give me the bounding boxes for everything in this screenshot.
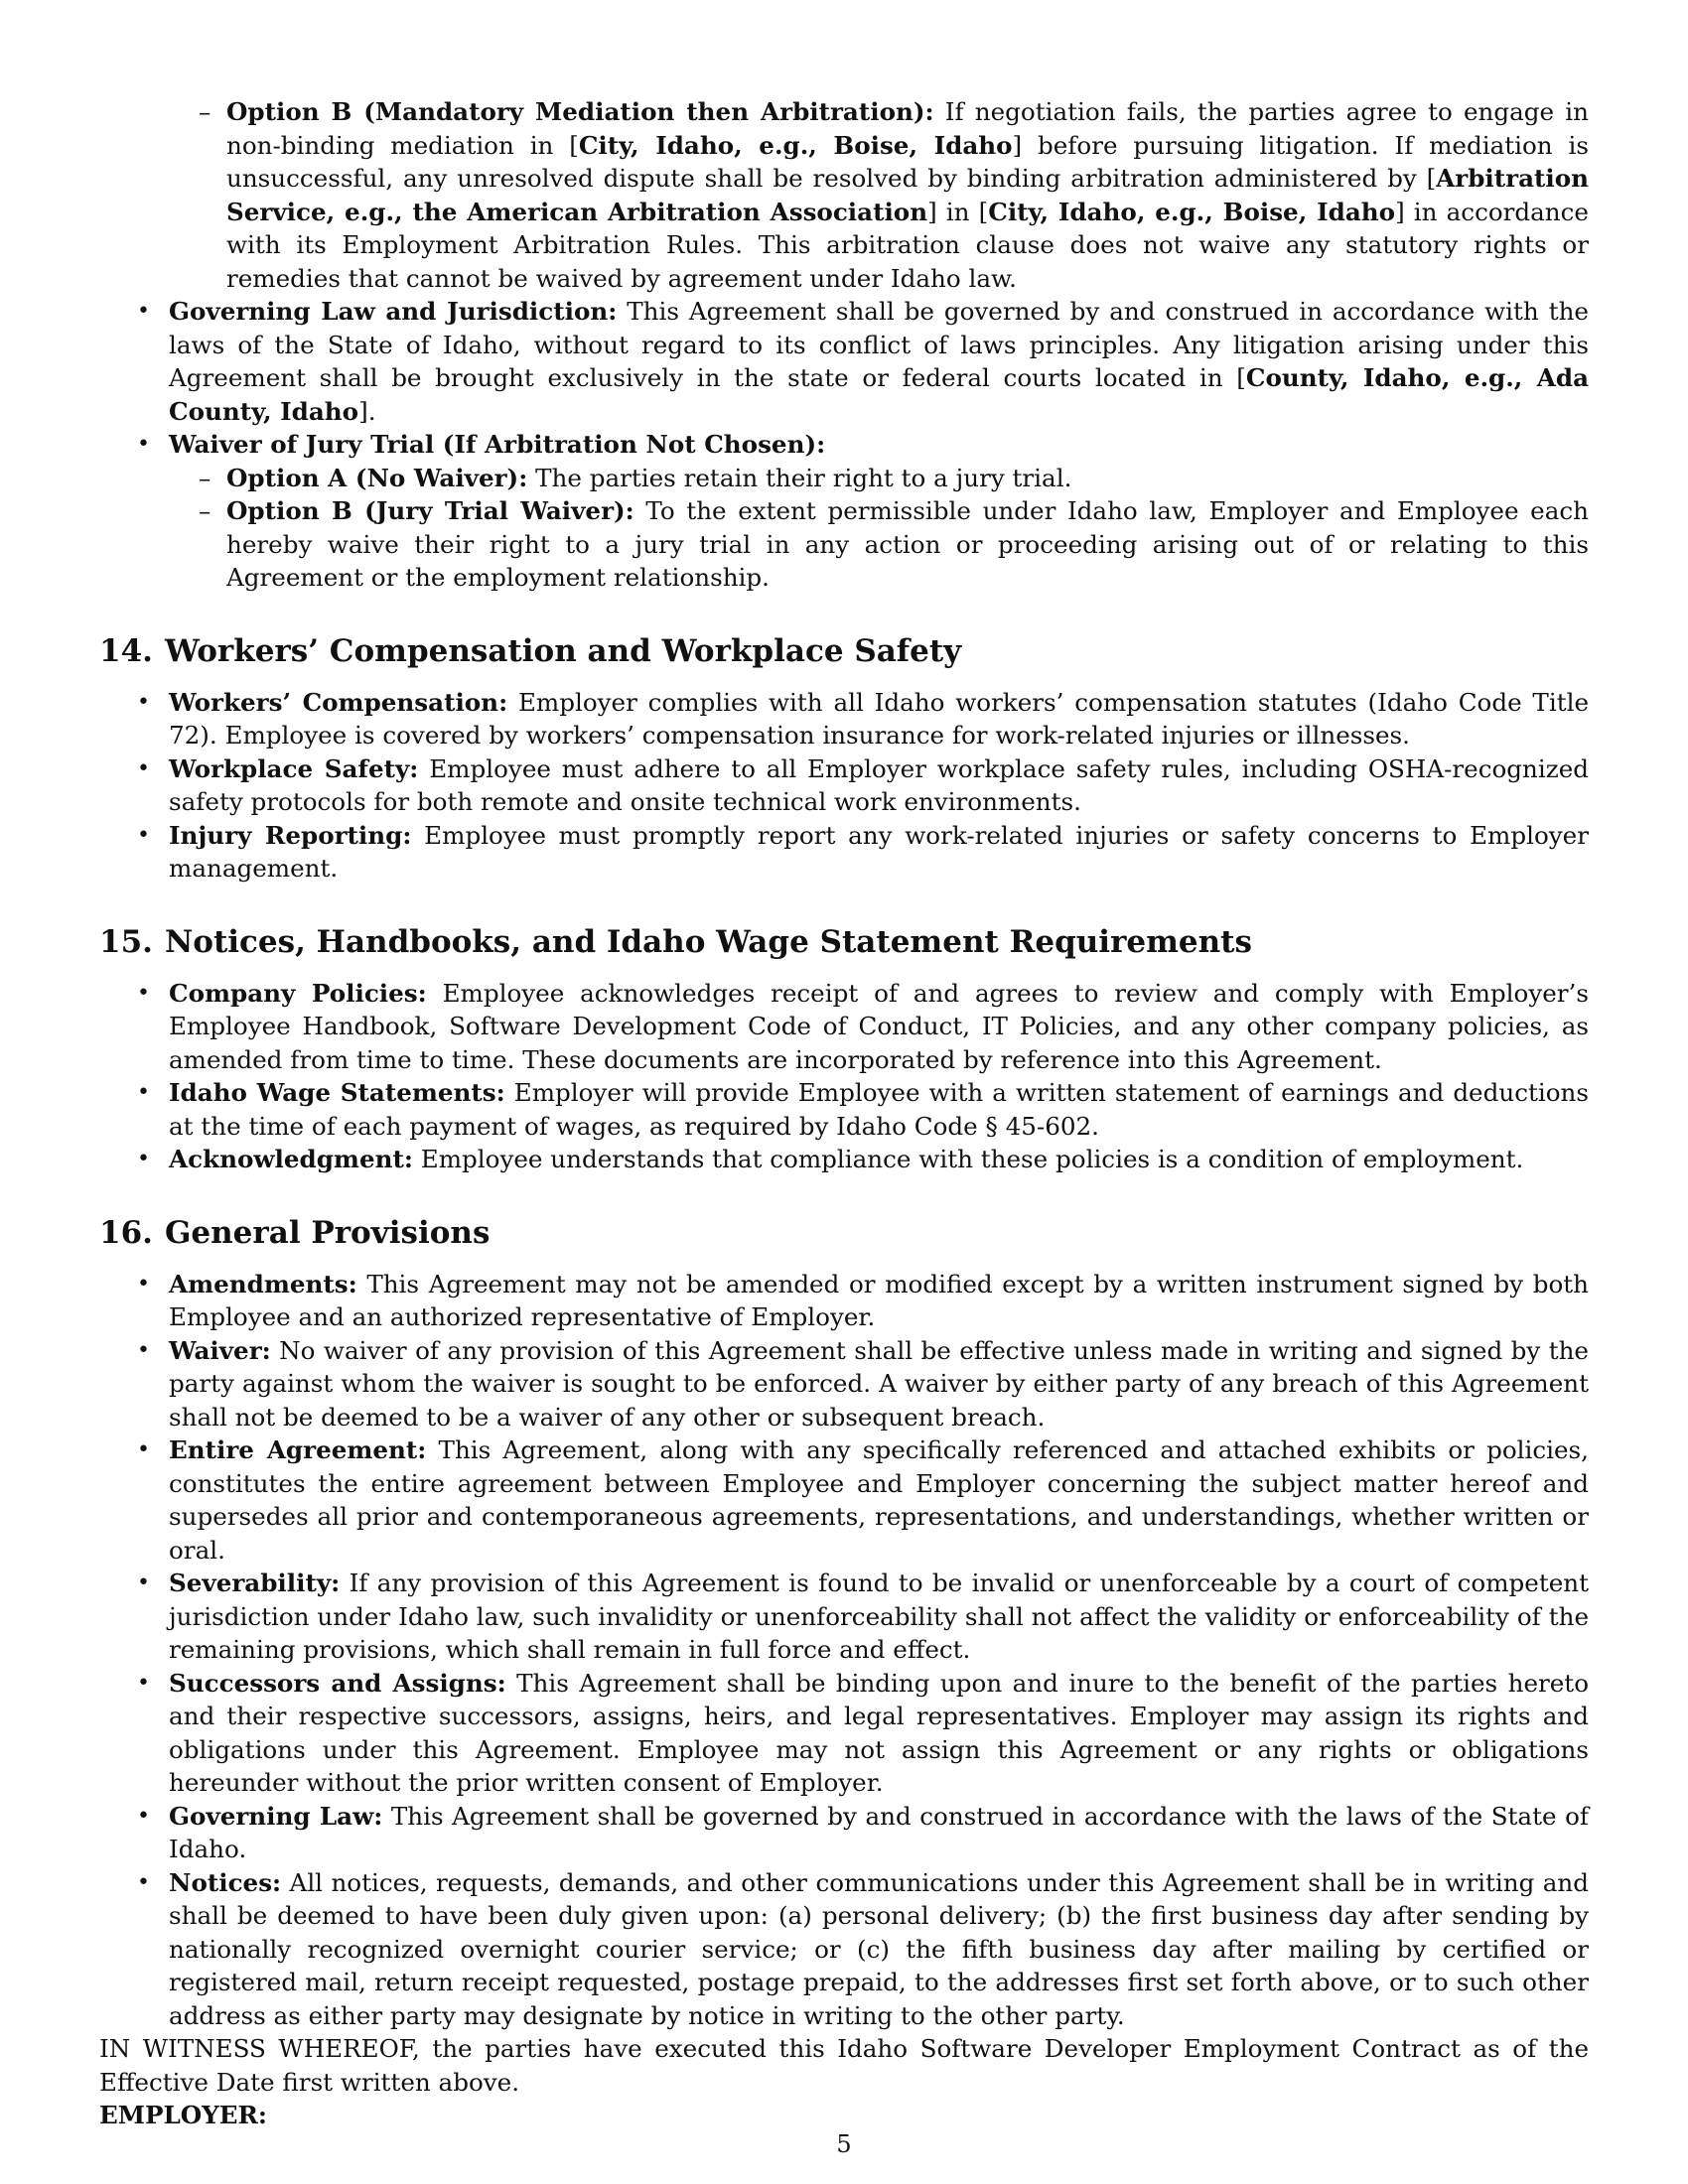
placeholder-city: City, Idaho, e.g., Boise, Idaho [988,197,1396,226]
jury-waiver-item [99,428,1589,595]
governing-law-jurisdiction-item [99,295,1589,428]
dispute-option-list [99,95,1589,295]
list-item [99,752,1589,819]
item-label: Notices: [169,1867,282,1897]
item-text: No waiver of any provision of this Agreement shall be effective unless made in writing and signed by the party against whom the waiver is sought to be enforced. A waiver by either party of any breach of this Agreement shall not be deemed to be a waiver of any other or subsequent breach. [169,1335,1589,1432]
bullet-marker: • [137,755,150,781]
bullet-marker: • [137,1869,150,1895]
document-page [99,95,1589,2132]
section-13-list [99,295,1589,595]
bullet-marker: • [137,689,150,715]
bullet-marker: • [137,1147,150,1171]
section-heading [99,923,1589,961]
bullet-marker: • [137,1570,150,1595]
bullet-marker: • [137,980,150,1006]
option-b-mediation-item [169,95,1589,295]
dash-marker: – [199,463,211,492]
placeholder-city: City, Idaho, e.g., Boise, Idaho [578,130,1013,160]
list-item [99,1076,1589,1143]
list-item [99,1268,1589,1334]
dash-marker: – [199,496,211,525]
item-text: This Agreement, along with any specifically referenced and attached exhibits or policies, constitutes the entire agreement between Employee and Employer concerning the subject matter hereof and supersedes all prior and contemporaneous agreements, representations, and understandings, whether written or oral. [169,1435,1589,1565]
item-text: Employee understands that compliance with these policies is a condition of employment. [412,1145,1524,1173]
list-item [99,977,1589,1077]
option-b-text: If negotiation fails, the parties agree to engage in non-binding mediation in [ [226,97,1589,160]
bullet-marker: • [137,1803,150,1829]
list-item [99,686,1589,752]
employer-signature-label: EMPLOYER: [99,2101,267,2129]
list-item [99,1433,1589,1567]
item-text: All notices, requests, demands, and other communications under this Agreement shall be in writing and shall be deemed to have been duly given upon: (a) personal delivery; (b) the first business day after sending by nationally recognized overnight courier service; or (c) the fifth business day after mailing by certified or registered mail, return receipt requested, postage prepaid, to the addresses first set forth above, or to such other address as either party may designate by notice in writing to the other party. [169,1867,1589,2030]
item-label: Workers’ Compensation: [169,687,508,717]
option-text: The parties retain their right to a jury trial. [527,463,1072,492]
option-b-text: ] before pursuing litigation. If mediation is unsuccessful, any unresolved dispute shall be resolved by binding arbitration administered by [ [226,130,1589,193]
item-label: Waiver of Jury Trial (If Arbitration Not Chosen): [169,430,826,459]
list-item [99,1866,1589,2033]
jury-option-a-item [169,462,1589,495]
bullet-marker: • [137,299,150,324]
item-text: Employer complies with all Idaho workers’ compensation statutes (Idaho Code Title 72). Employee is covered by workers’ compensation insurance for work-related injuries or illnesses. [169,687,1590,750]
item-label: Waiver: [169,1335,271,1365]
section-title: Notices, Handbooks, and Idaho Wage Statement Requirements [164,923,1252,960]
list-item [99,1567,1589,1667]
item-label: Governing Law and Jurisdiction: [169,297,618,326]
item-text: Employee must promptly report any work-related injuries or safety concerns to Employer management. [169,820,1589,883]
placeholder-arbitration-service: Arbitration Service, e.g., the American Arbitration Association [226,164,1589,226]
list-item [99,1667,1589,1800]
option-text: To the extent permissible under Idaho law, Employer and Employee each hereby waive their right to a jury trial in any action or proceeding arising out of or relating to this Agreement or the employment relationship. [226,496,1590,592]
item-label: Amendments: [169,1269,357,1298]
item-text: Employee must adhere to all Employer workplace safety rules, including OSHA-recognized safety protocols for both remote and onsite technical work environments. [169,753,1590,816]
witness-paragraph: IN WITNESS WHEREOF, the parties have executed this Idaho Software Developer Employment Contract as of the Effective Date first written above. [99,2034,1589,2097]
item-label: Acknowledgment: [169,1145,413,1173]
item-label: Workplace Safety: [169,753,419,783]
list-item [99,819,1589,886]
item-label: Entire Agreement: [169,1435,427,1464]
bullet-marker: • [137,822,150,848]
option-b-mediation-title: Option B (Mandatory Mediation then Arbitration): [226,97,934,126]
item-text: Employer will provide Employee with a written statement of earnings and deductions at the time of each payment of wages, as required by Idaho Code § 45-602. [169,1078,1589,1141]
section-heading [99,1214,1589,1252]
section-14-list [99,686,1589,886]
section-number: 15. [99,923,153,960]
section-number: 14. [99,632,153,669]
dash-marker: – [199,97,211,126]
item-text: This Agreement shall be governed by and construed in accordance with the laws of the State of Idaho, without regard to its conflict of laws principles. Any litigation arising under this Agreement shall be brought exclusively in the state or federal courts located in [ [169,297,1589,392]
item-text: This Agreement may not be amended or modified except by a written instrument signed by both Employee and an authorized representative of Employer. [169,1269,1589,1331]
placeholder-county: County, Idaho, e.g., Ada County, Idaho [169,363,1590,426]
item-label: Governing Law: [169,1801,383,1831]
item-text: If any provision of this Agreement is found to be invalid or unenforceable by a court of competent jurisdiction under Idaho law, such invalidity or unenforceability shall not affect the validity or enforceability of the remaining provisions, which shall remain in full force and effect. [169,1569,1589,1664]
bullet-marker: • [137,432,150,457]
item-text: This Agreement shall be binding upon and inure to the benefit of the parties hereto and their respective successors, assigns, heirs, and legal representatives. Employer may assign its rights and obligations under this Agreement. Employee may not assign this Agreement or any rights or obligations hereunder without the prior written consent of Employer. [169,1668,1589,1797]
section-16-list [99,1268,1589,2033]
list-item [99,1143,1589,1176]
jury-option-list [169,462,1589,595]
item-text: This Agreement shall be governed by and construed in accordance with the laws of the State of Idaho. [169,1801,1589,1863]
item-text: ]. [358,396,376,426]
option-label: Option B (Jury Trial Waiver): [226,496,634,525]
section-title: Workers’ Compensation and Workplace Safety [164,632,962,669]
jury-option-b-item [169,494,1589,595]
item-label: Company Policies: [169,978,427,1008]
item-label: Successors and Assigns: [169,1668,506,1698]
item-label: Idaho Wage Statements: [169,1078,505,1107]
section-number: 16. [99,1214,153,1251]
bullet-marker: • [137,1337,150,1363]
item-label: Injury Reporting: [169,820,412,850]
list-item [99,1800,1589,1866]
list-item [99,1334,1589,1434]
item-text: Employee acknowledges receipt of and agrees to review and comply with Employer’s Employee Handbook, Software Development Code of Conduct, IT Policies, and any other company policies, as amended from time to time. These documents are incorporated by reference into this Agreement. [169,978,1589,1074]
option-b-text: ] in [ [927,197,989,226]
page-number: 5 [836,2130,852,2158]
option-label: Option A (No Waiver): [226,463,528,492]
option-b-text: ] in accordance with its Employment Arbitration Rules. This arbitration clause does not waive any statutory rights or remedies that cannot be waived by agreement under Idaho law. [226,197,1589,293]
bullet-marker: • [137,1670,150,1696]
bullet-marker: • [137,1271,150,1297]
bullet-marker: • [137,1080,150,1105]
section-title: General Provisions [164,1214,491,1251]
section-heading [99,632,1589,670]
item-label: Severability: [169,1569,341,1597]
section-15-list [99,977,1589,1176]
bullet-marker: • [137,1437,150,1462]
